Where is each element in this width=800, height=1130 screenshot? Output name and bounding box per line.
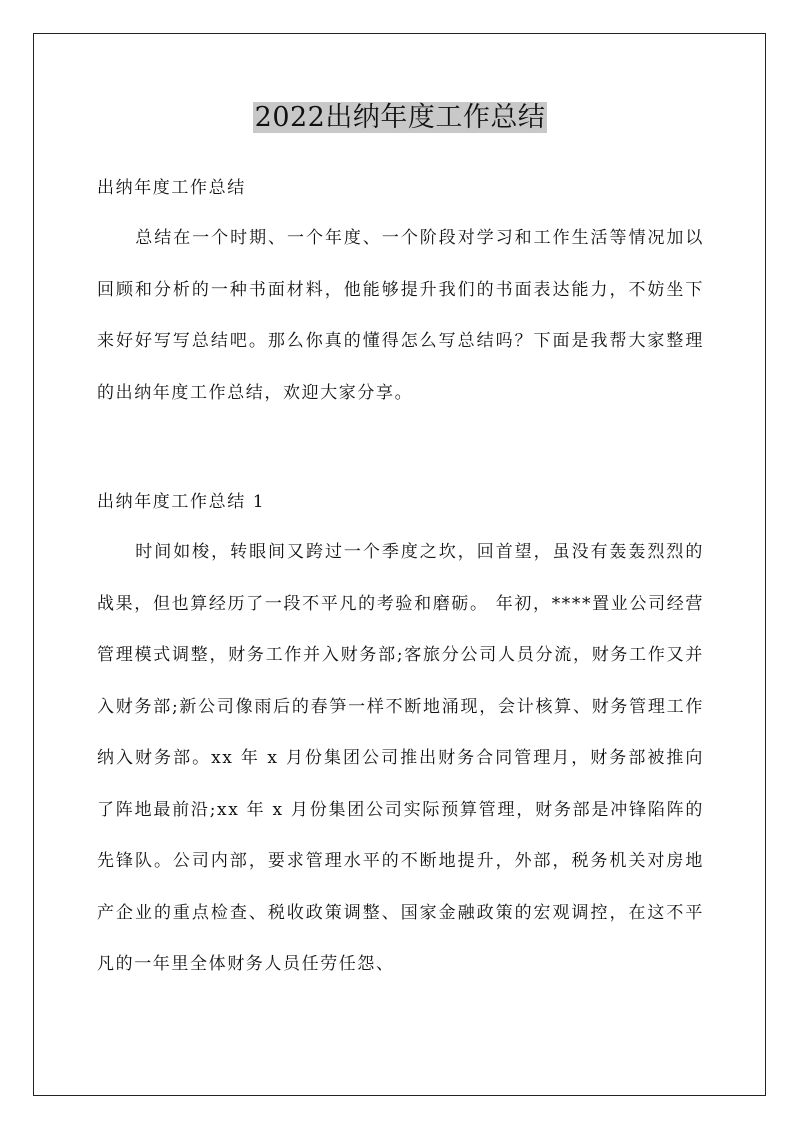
intro-section bbox=[97, 213, 704, 419]
intro-paragraph: 总结在一个时期、一个年度、一个阶段对学习和工作生活等情况加以回顾和分析的一种书面材料，他能够提升我们的书面表达能力，不妨坐下来好好写写总结吧。那么你真的懂得怎么写总结吗？下面是我帮大家整理的出纳年度工作总结，欢迎大家分享。 bbox=[97, 228, 704, 403]
intro-heading: 出纳年度工作总结 bbox=[97, 178, 246, 198]
document-title bbox=[0, 98, 800, 138]
document-title-text: 2022出纳年度工作总结 bbox=[254, 102, 546, 133]
section-1-paragraph: 时间如梭，转眼间又跨过一个季度之坎，回首望，虽没有轰轰烈烈的战果，但也算经历了一段不平凡的考验和磨砺。 年初，****置业公司经营管理模式调整，财务工作并入财务部;客旅分公司人员分流，财务工作又并入财务部;新公司像雨后的春笋一样不断地涌现，会计核算、财务管理工作纳入财务部。xx 年 x 月份集团公司推出财务合同管理月，财务部被推向了阵地最前沿;xx 年 x 月份集团公司实际预算管理，财务部是冲锋陷阵的先锋队。公司内部，要求管理水平的不断地提升，外部，税务机关对房地产企业的重点检查、税收政策调整、国家金融政策的宏观调控，在这不平凡的一年里全体财务人员任劳任怨、 bbox=[97, 542, 704, 974]
section-1-heading: 出纳年度工作总结 1 bbox=[97, 492, 266, 512]
section-1 bbox=[97, 527, 704, 991]
